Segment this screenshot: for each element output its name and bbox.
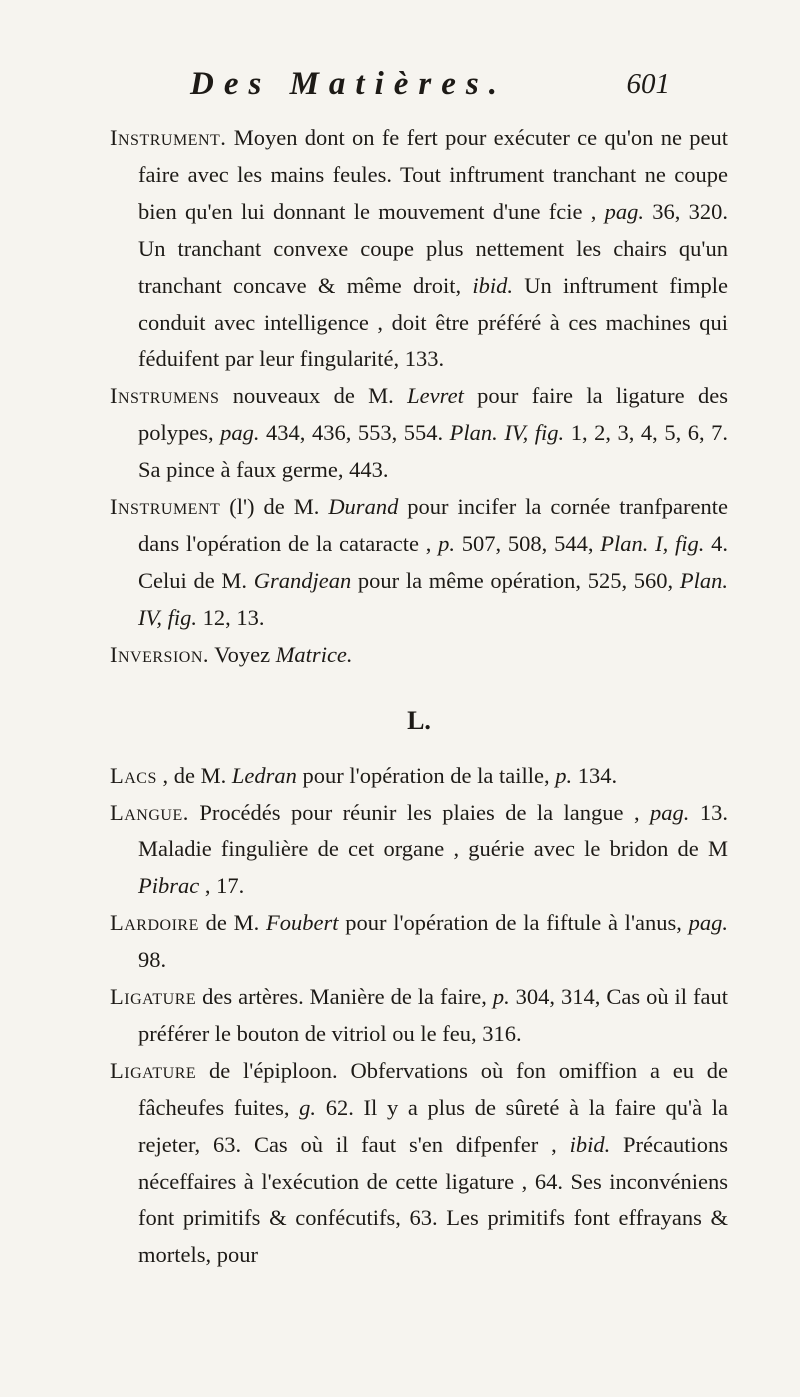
entry-text: pag. bbox=[220, 420, 260, 446]
entry-text: 36, 320. Un tranchant convexe coupe plus nettement les chairs qu'un tranchant concave & même droit, bbox=[138, 198, 728, 298]
entry-text: pag. bbox=[604, 198, 644, 224]
entry-text: p. bbox=[492, 984, 510, 1010]
entries-section-i bbox=[110, 120, 728, 674]
entry-headword: Langue. bbox=[110, 799, 189, 825]
entry-headword: Ligature bbox=[110, 984, 197, 1010]
section-letter: L. bbox=[407, 705, 431, 735]
entry-headword: Ligature bbox=[110, 1057, 197, 1083]
entries-section-l bbox=[110, 758, 728, 1275]
entry-text: pour l'opération de la fiftule à l'anus, bbox=[338, 910, 689, 936]
entry-text: (l') de M. bbox=[220, 494, 329, 520]
page-number: 601 bbox=[626, 68, 670, 100]
index-entry bbox=[110, 905, 728, 979]
entry-text: p. bbox=[555, 762, 573, 788]
index-entry bbox=[110, 1053, 728, 1274]
entry-headword: Lardoire bbox=[110, 910, 199, 936]
entry-text: des artères. Manière de la faire, bbox=[196, 984, 493, 1010]
running-header bbox=[190, 66, 670, 116]
index-entry bbox=[110, 795, 728, 906]
entry-text: , de M. bbox=[156, 762, 232, 788]
entry-text: Levret bbox=[407, 383, 464, 409]
entry-text: 1, 2, 3, 4, 5, 6, 7. Sa pince à faux germe, 443. bbox=[138, 420, 729, 483]
entry-text: pour incifer la cornée tranfparente dans l'opération de la cataracte , bbox=[138, 494, 728, 556]
entry-text: 62. Il y a plus de sûreté à la faire qu'à la rejeter, 63. Cas où il faut s'en difpenfer , bbox=[138, 1094, 728, 1157]
header-title: Des Matières. bbox=[190, 66, 507, 102]
entry-text: Grandjean bbox=[253, 567, 352, 593]
entry-text: 507, 508, 544, bbox=[455, 530, 601, 556]
entry-text: Précautions néceffaires à l'exécution de cette ligature , 64. Ses inconvéniens font primitifs & confécutifs, 63. Les primitifs font effrayans & mortels, pour bbox=[138, 1131, 728, 1268]
entry-text: 12, 13. bbox=[196, 604, 265, 630]
entry-text: 13. Maladie fingulière de cet organe , guérie avec le bridon de M bbox=[138, 799, 728, 862]
index-entry bbox=[110, 758, 728, 795]
entry-text: pour la même opération, 525, 560, bbox=[351, 567, 680, 593]
index-entry bbox=[110, 979, 728, 1053]
entry-text: pour l'opération de la taille, bbox=[296, 762, 556, 788]
entry-text: Voyez bbox=[209, 641, 276, 667]
entry-text: 134. bbox=[572, 762, 618, 788]
entry-text: Ledran bbox=[231, 762, 297, 788]
entry-text: p. bbox=[438, 530, 456, 556]
entry-text: nouveaux de M. bbox=[219, 383, 408, 409]
entry-text: Matrice. bbox=[275, 641, 353, 667]
index-entry bbox=[110, 120, 728, 378]
entry-text: Plan. IV, fig. bbox=[449, 420, 565, 446]
entry-text: de l'épiploon. Obfervations où fon omiffion a eu de fâcheufes fuites, bbox=[138, 1057, 728, 1120]
index-entry bbox=[110, 637, 728, 674]
entry-text: Plan. IV, fig. bbox=[138, 567, 728, 630]
entry-text: pag. bbox=[688, 910, 728, 936]
entry-text: Pibrac bbox=[138, 873, 200, 899]
entry-text: ibid. bbox=[472, 272, 513, 298]
entry-text: pour faire la ligature des polypes, bbox=[138, 383, 729, 446]
entry-text: de M. bbox=[198, 910, 266, 936]
index-entry bbox=[110, 378, 728, 489]
entry-text: pag. bbox=[650, 799, 690, 825]
entry-headword: Lacs bbox=[110, 762, 157, 788]
entry-text: Procédés pour réunir les plaies de la langue , bbox=[188, 799, 651, 825]
entry-text: Durand bbox=[328, 494, 399, 520]
entry-text: 434, 436, 553, 554. bbox=[259, 420, 450, 446]
entry-headword: Instrument. bbox=[110, 125, 227, 150]
entry-text: Un inftrument fimple conduit avec intelligence , doit être préféré à ces machines qui féduifent par leur fingularité, 133. bbox=[138, 272, 728, 372]
entry-text: 98. bbox=[138, 947, 167, 973]
entry-headword: Instrumens bbox=[110, 383, 220, 409]
entry-headword: Inversion. bbox=[110, 641, 210, 667]
entry-text: 4. Celui de M. bbox=[138, 530, 729, 593]
index-entry bbox=[110, 489, 728, 637]
entry-text: ibid. bbox=[569, 1131, 611, 1157]
entry-text: 304, 314, Cas où il faut préférer le bouton de vitriol ou le feu, 316. bbox=[138, 984, 729, 1046]
entry-text: Plan. I, fig. bbox=[600, 530, 705, 556]
entry-headword: Instrument bbox=[110, 494, 221, 520]
entry-text: Foubert bbox=[265, 910, 339, 936]
entry-text: , 17. bbox=[199, 873, 245, 899]
index-content bbox=[110, 120, 728, 1274]
entry-text: Moyen dont on fe fert pour exécuter ce qu'on ne peut faire avec les mains feules. Tout inftrument tranchant ne coupe bien qu'en lui donnant le mouvement d'une fcie , bbox=[138, 125, 728, 224]
entry-text: g. bbox=[299, 1094, 317, 1120]
